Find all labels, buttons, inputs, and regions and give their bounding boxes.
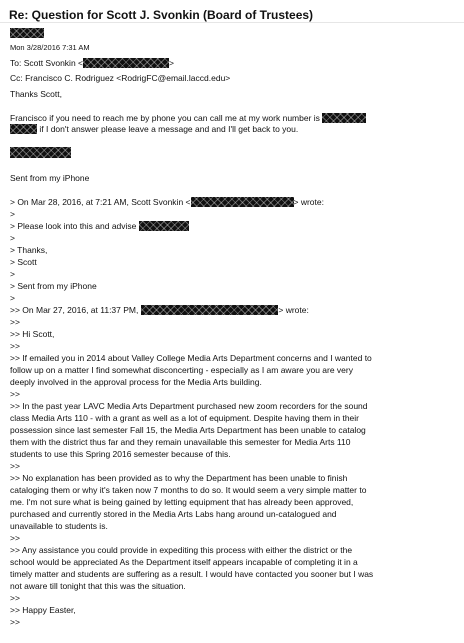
quote-line: school would be appreciated As the Department itself appears incapable of completing it in a [10, 557, 358, 567]
sender-redaction [10, 28, 44, 38]
body-text: if I don't answer please leave a message and and I'll get back to you. [37, 124, 299, 134]
to-email-redaction [83, 58, 169, 68]
email-redaction [141, 305, 278, 315]
email-date: Mon 3/28/2016 7:31 AM [10, 43, 90, 52]
quote-line: purchased and currently stored in the Media Arts Labs hang around un-catalogued and [10, 509, 337, 519]
quote-line [10, 197, 324, 208]
quote-line: timely matter and students are suffering as a result. I would have contacted you sooner but I was [10, 569, 374, 579]
quote-text: > wrote: [293, 197, 324, 207]
quote-line: me. I'm not sure what is being gained by letting equipment that has already been approved, [10, 497, 354, 507]
quote-line: >> [10, 389, 20, 399]
quote-line: >> Hi Scott, [10, 329, 55, 339]
quote-line: students to use this Spring 2016 semester because of this. [10, 449, 231, 459]
greeting: Thanks Scott, [10, 89, 62, 99]
quote-line: >> No explanation has been provided as to why the Department has been unable to finish [10, 473, 348, 483]
name-redaction [139, 221, 189, 231]
quote-line: > Sent from my iPhone [10, 281, 97, 291]
phone-redaction [10, 124, 37, 134]
body-line [10, 113, 366, 124]
quote-line: >> If emailed you in 2014 about Valley College Media Arts Department concerns and I wanted to [10, 353, 372, 363]
to-suffix: > [169, 58, 174, 68]
quote-line: class Media Arts 110 - with a grant as well as a lot of equipment. Despite having them in their [10, 413, 359, 423]
header-divider [0, 22, 464, 23]
quote-line: >> [10, 317, 20, 327]
quote-line: > [10, 269, 15, 279]
quote-text: >> On Mar 27, 2016, at 11:37 PM, [10, 305, 139, 315]
quote-text: > On Mar 28, 2016, at 7:21 AM, Scott Svonkin < [10, 197, 191, 207]
quote-line: not aware till tonight that this was the situation. [10, 581, 186, 591]
quote-line: them with the district thus far and they remain unavailable this semester for Media Arts 110 [10, 437, 351, 447]
quote-line: > [10, 293, 15, 303]
quote-line: possession since last semester Fall 15, the Media Arts Department has been unable to catalog [10, 425, 366, 435]
quote-text: > wrote: [278, 305, 309, 315]
quote-line: >> [10, 341, 20, 351]
quote-line: >> [10, 461, 20, 471]
phone-redaction [322, 113, 366, 123]
to-line [10, 58, 174, 69]
quote-line: > Thanks, [10, 245, 48, 255]
signature: Sent from my iPhone [10, 173, 90, 183]
quote-line [10, 221, 189, 232]
quote-line [10, 305, 309, 316]
quote-text: > Please look into this and advise [10, 221, 137, 231]
email-subject: Re: Question for Scott J. Svonkin (Board of Trustees) [9, 8, 314, 22]
cc-line: Cc: Francisco C. Rodriguez <RodrigFC@email.laccd.edu> [10, 73, 231, 83]
to-prefix: To: Scott Svonkin < [10, 58, 83, 68]
quote-line: follow up on a matter I find somewhat disconcerting - especially as I am aware you are very [10, 365, 353, 375]
body-line [10, 124, 298, 135]
quote-line: >> [10, 617, 20, 627]
quote-line: >> In the past year LAVC Media Arts Department purchased new zoom recorders for the sound [10, 401, 368, 411]
quote-line: > [10, 209, 15, 219]
quote-line: cataloging them or why it's taken now 7 months to do so. It would seem a very simple matter to [10, 485, 367, 495]
quote-line: >> [10, 593, 20, 603]
name-redaction [10, 147, 71, 158]
quote-line: >> [10, 533, 20, 543]
quote-line: > Scott [10, 257, 37, 267]
quote-line: >> Any assistance you could provide in expediting this process with either the district or the [10, 545, 353, 555]
quote-line: > [10, 233, 15, 243]
email-redaction [191, 197, 294, 207]
body-text: Francisco if you need to reach me by phone you can call me at my work number is [10, 113, 320, 123]
quote-line: deeply involved in the approval process for the Media Arts building. [10, 377, 262, 387]
quote-line: >> Happy Easter, [10, 605, 76, 615]
quote-line: unavailable to students is. [10, 521, 108, 531]
